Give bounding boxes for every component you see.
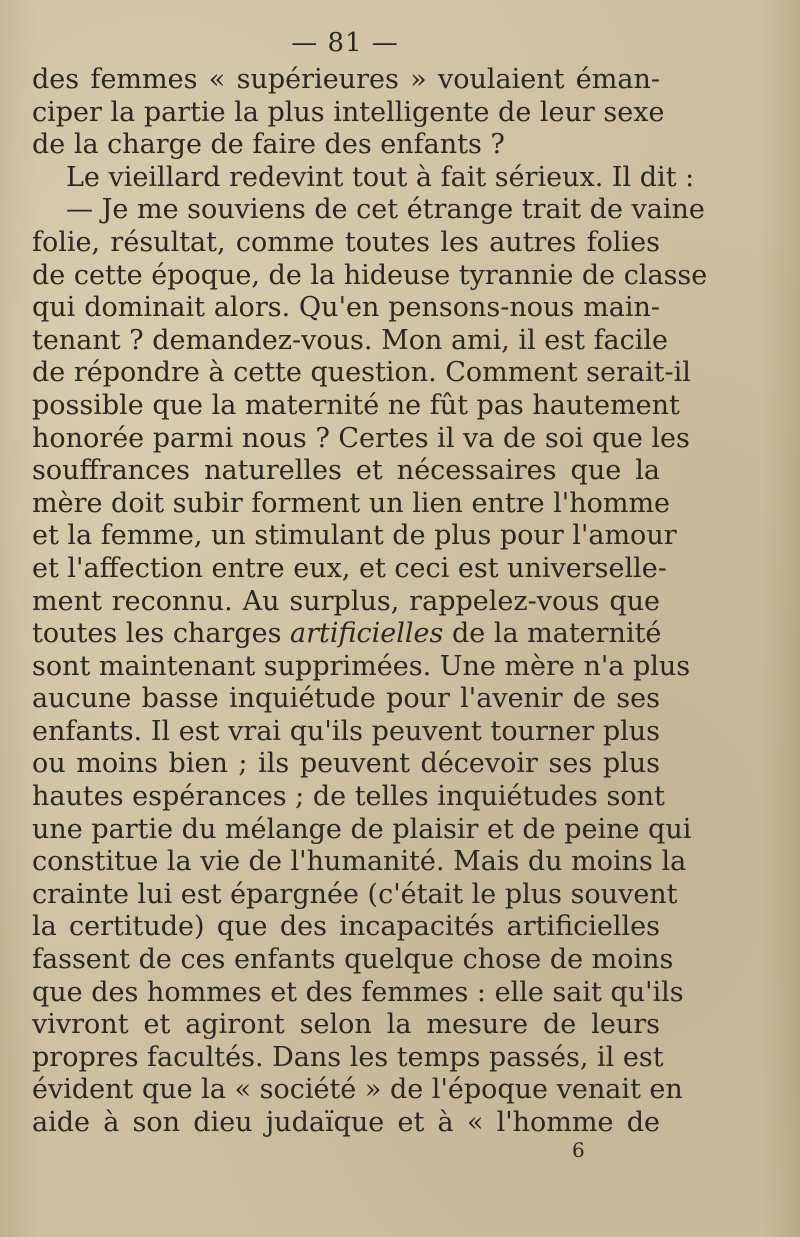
text-line: hautes espérances ; de telles inquiétudes sont xyxy=(32,781,665,813)
text-line: de la charge de faire des enfants ? xyxy=(32,129,505,161)
page-number: — 81 — xyxy=(291,28,399,58)
text-line: enfants. Il est vrai qu'ils peuvent tourner plus xyxy=(32,715,660,747)
text-line: sont maintenant supprimées. Une mère n'a plus xyxy=(32,650,691,682)
text-line: et la femme, un stimulant de plus pour l'amour xyxy=(32,520,677,552)
text-line: ment reconnu. Au surplus, rappelez-vous que xyxy=(32,585,660,617)
text-line: propres facultés. Dans les temps passés, il est xyxy=(32,1041,664,1073)
signature-mark: 6 xyxy=(572,1138,585,1162)
text-line: folie, résultat, comme toutes les autres folies xyxy=(32,226,660,258)
text-line: fassent de ces enfants quelque chose de moins xyxy=(32,944,674,976)
text-line: évident que la « société » de l'époque venait en xyxy=(32,1074,683,1106)
text-line: ciper la partie la plus intelligente de leur sexe xyxy=(32,96,665,128)
emphasized-word: artificielles xyxy=(290,618,444,650)
text-line: — Je me souviens de cet étrange trait de vaine xyxy=(66,194,705,226)
text-line: toutes les charges artificielles de la maternité xyxy=(32,618,662,650)
text-line: la certitude) que des incapacités artificielles xyxy=(32,911,660,943)
text-line: que des hommes et des femmes : elle sait qu'ils xyxy=(32,976,684,1008)
text-line: honorée parmi nous ? Certes il va de soi que les xyxy=(32,422,690,454)
text-line: Le vieillard redevint tout à fait sérieux. Il dit : xyxy=(66,161,695,193)
text-line: crainte lui est épargnée (c'était le plus souvent xyxy=(32,878,678,910)
text-line: de répondre à cette question. Comment serait-il xyxy=(32,357,691,389)
text-line: aucune basse inquiétude pour l'avenir de ses xyxy=(32,683,660,715)
body-text xyxy=(32,64,708,1140)
text-line: et l'affection entre eux, et ceci est universelle- xyxy=(32,552,667,584)
text-line: qui dominait alors. Qu'en pensons-nous main- xyxy=(32,292,660,324)
text-line: des femmes « supérieures » voulaient éman- xyxy=(32,64,660,95)
text-line: ou moins bien ; ils peuvent décevoir ses plus xyxy=(32,748,660,780)
text-line: constitue la vie de l'humanité. Mais du moins la xyxy=(32,846,687,878)
text-line: tenant ? demandez-vous. Mon ami, il est facile xyxy=(32,324,669,356)
text-line: souffrances naturelles et nécessaires que la xyxy=(32,455,660,487)
text-line: de cette époque, de la hideuse tyrannie de classe xyxy=(32,259,708,291)
text-line: vivront et agiront selon la mesure de leurs xyxy=(32,1009,660,1041)
text-line: une partie du mélange de plaisir et de peine qui xyxy=(32,813,692,845)
text-line: mère doit subir forment un lien entre l'homme xyxy=(32,487,671,519)
text-line: aide à son dieu judaïque et à « l'homme de xyxy=(32,1107,660,1138)
text-line: possible que la maternité ne fût pas hautement xyxy=(32,389,680,421)
